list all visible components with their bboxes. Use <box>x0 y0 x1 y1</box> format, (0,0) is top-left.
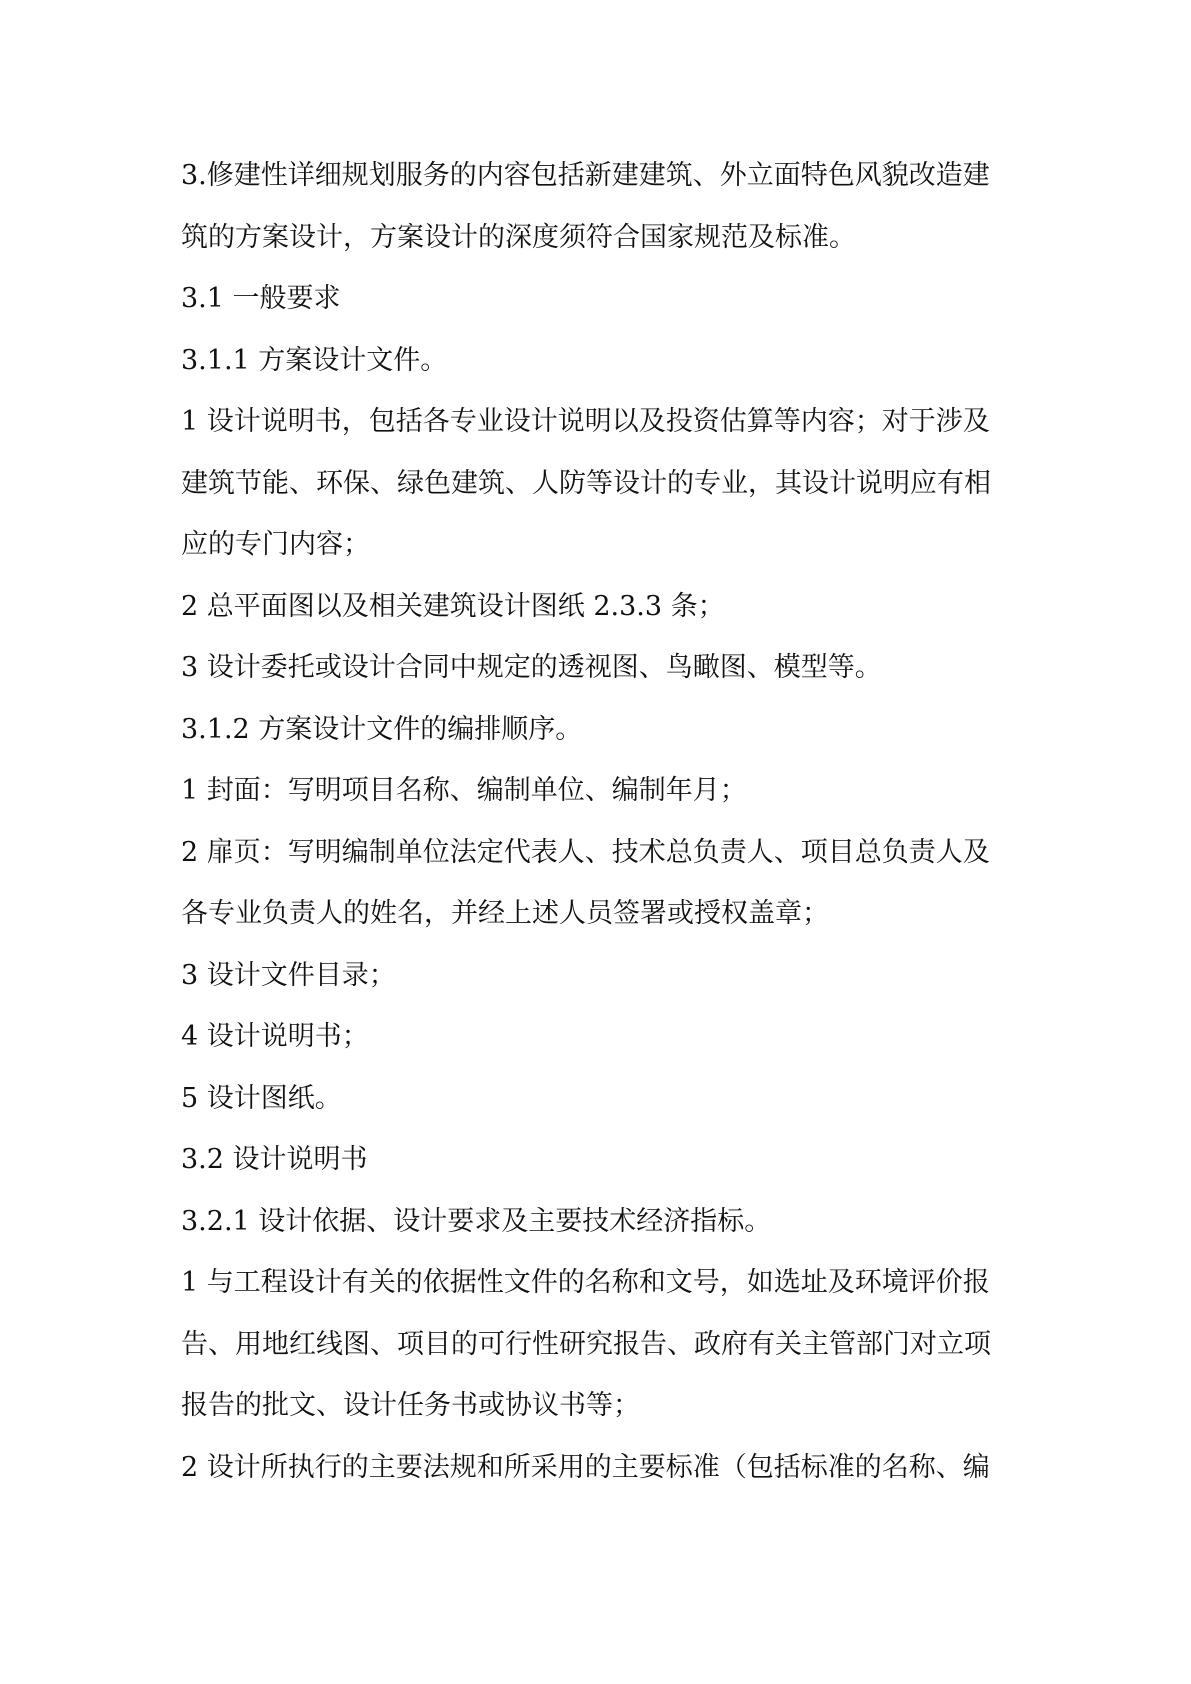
heading-3-1: 3.1 一般要求 <box>181 283 341 314</box>
heading-3-1-1: 3.1.1 方案设计文件。 <box>181 344 448 376</box>
document-body <box>181 145 1021 1498</box>
paragraph-line-section-3-intro: 3.修建性详细规划服务的内容包括新建建筑、外立面特色风貌改造建 <box>181 160 990 191</box>
list-item-3-2-1-2: 2 设计所执行的主要法规和所采用的主要标准（包括标准的名称、编 <box>181 1451 990 1483</box>
heading-3-2-1: 3.2.1 设计依据、设计要求及主要技术经济指标。 <box>181 1205 772 1237</box>
heading-3-1-2: 3.1.2 方案设计文件的编排顺序。 <box>181 713 583 745</box>
list-item-3-1-2-3: 3 设计文件目录； <box>181 959 396 991</box>
list-item-3-1-1-3: 3 设计委托或设计合同中规定的透视图、鸟瞰图、模型等。 <box>181 652 882 683</box>
list-item-3-2-1-1: 1 与工程设计有关的依据性文件的名称和文号，如选址及环境评价报 <box>181 1267 990 1298</box>
list-item-3-1-2-1: 1 封面：写明项目名称、编制单位、编制年月； <box>181 775 747 806</box>
list-item-3-1-2-2: 2 扉页：写明编制单位法定代表人、技术总负责人、项目总负责人及 <box>181 836 990 868</box>
list-item-3-2-1-1-cont: 告、用地红线图、项目的可行性研究报告、政府有关主管部门对立项 <box>181 1328 991 1360</box>
list-item-3-1-2-4: 4 设计说明书； <box>181 1021 369 1052</box>
heading-3-2: 3.2 设计说明书 <box>181 1144 368 1175</box>
paragraph-line-section-3-intro-cont: 筑的方案设计，方案设计的深度须符合国家规范及标准。 <box>181 221 856 253</box>
list-item-3-1-1-1: 1 设计说明书，包括各专业设计说明以及投资估算等内容；对于涉及 <box>181 406 990 437</box>
list-item-3-1-2-5: 5 设计图纸。 <box>181 1082 342 1114</box>
list-item-3-1-1-2: 2 总平面图以及相关建筑设计图纸 2.3.3 条； <box>181 590 725 622</box>
list-item-3-1-1-1-cont2: 应的专门内容； <box>181 529 370 560</box>
list-item-3-1-1-1-cont: 建筑节能、环保、绿色建筑、人防等设计的专业，其设计说明应有相 <box>181 467 991 499</box>
list-item-3-1-2-2-cont: 各专业负责人的姓名，并经上述人员签署或授权盖章； <box>181 898 829 929</box>
list-item-3-2-1-1-cont2: 报告的批文、设计任务书或协议书等； <box>181 1390 640 1421</box>
